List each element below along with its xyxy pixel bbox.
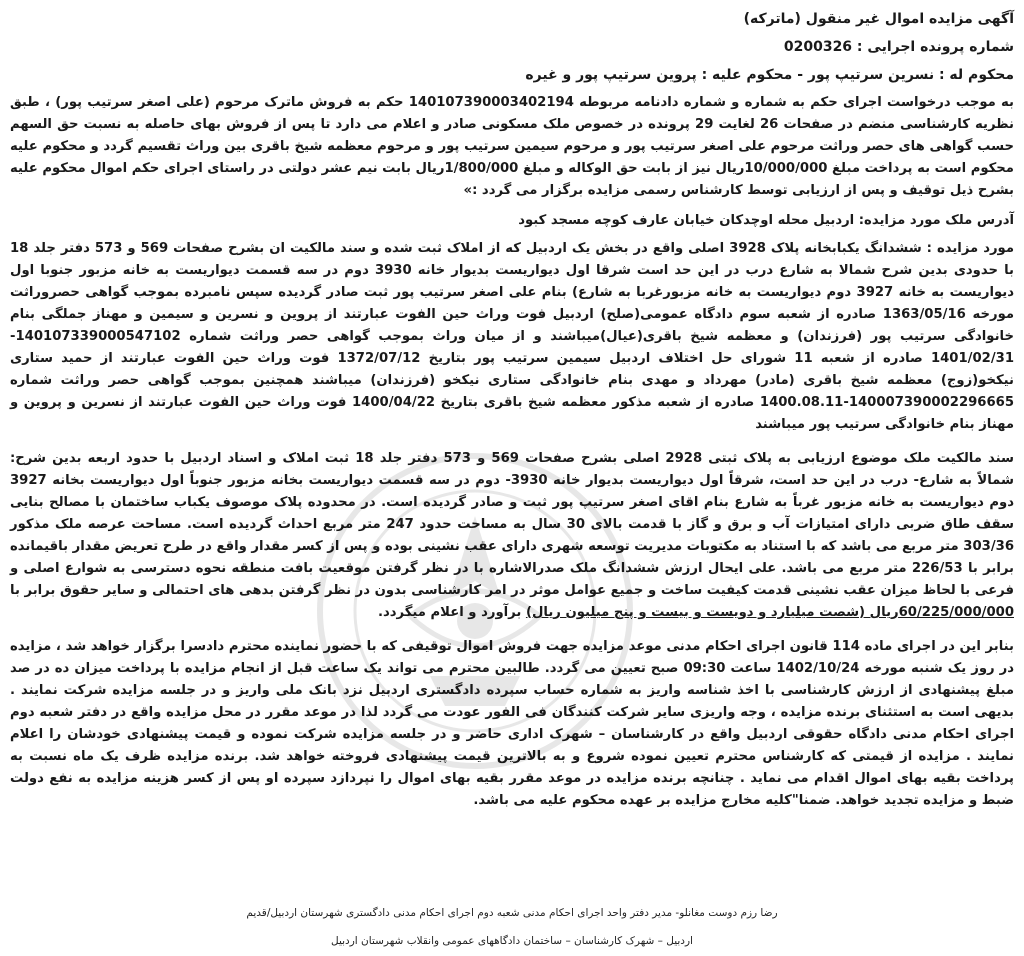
valuation-text: سند مالکیت ملک موضوع ارزیابی به پلاک ثبتی 2928 اصلی بشرح صفحات 569 و 573 دفتر جلد 18 ثبت املاک و اسناد اردبیل با حدود اربعه بدین شرح: شمالاً به شارع- درب در این حد است، شرقاً اول دیواریست بدیوار خانه 3930- دوم در سه قسمت دیواریست بخانه مزبور جنوباً اول دیواریست بخانه 3927 دوم دیواریست به خانه مزبور غرباً به شارع بنام اقای اصغر سرتیپ پور ثبت و صادر گردیده است. در محدوده پلاک موصوف یکباب ساختمان با مصالح بنایی سقف طاق ضربی دارای امتیازات آب و برق و گاز با قدمت بالای 30 سال به مساحت حدود 247 متر مربع احداث گردیده است. مساحت عرصه ملک مذکور 303/36 متر مربع می باشد که با استناد به مکتوبات مدیریت توسعه شهری دارای عقب نشینی بوده و پس از کسر مقدار واقع در طرح تعریض مقدار باقیمانده برابر با 226/53 متر مربع می باشد. علی ایحال ارزش ششدانگ ملک صدرالاشاره با در نظر گرفتن موقعیت بافت منطقه نحوه دسترسی به شوارع اصلی و فرعی با لحاظ میزان عقب نشینی قدمت کیفیت ساخت و جمیع عوامل موثر در امر کارشناسی بدون در نظر گرفتن بدهی های احتمالی و سایر حقوق برابر با [10, 451, 1014, 598]
valuation-paragraph [10, 448, 1014, 624]
parties-line: محکوم له : نسرین سرتیپ پور - محکوم علیه : پروین سرتیپ پور و غیره [525, 67, 1014, 83]
property-address: آدرس ملک مورد مزایده: اردبیل محله اوچدکان خیابان عارف کوچه مسجد کبود [518, 213, 1014, 228]
auction-subject-paragraph: مورد مزایده : ششدانگ یکبابخانه پلاک 3928 اصلی واقع در بخش یک اردبیل که از املاک ثبت شده و سند مالکیت ان بشرح صفحات 569 و 573 دفتر جلد 18 با حدودی بدین شرح شمالا به شارع درب در این حد است شرقا اول دیواریست بدیوار خانه 3930 دوم در سه قسمت دیواریست به خانه مزبور جنوبا اول دیواریست به خانه 3927 دوم دیواریست به خانه مزبورغربا به شارع) بنام علی اصغر سرتیب پور ثبت صادر گردیده سپس نامبرده بموجب گواهی حصروراثت مورخه 1363/05/16 صادره از شعبه سوم دادگاه عمومی(صلح) اردبیل فوت وراث حین الفوت عبارتند از پروین و نسرین و سیمین و مهناز جملگی بنام خانوادگی سرتیب پور (فرزندان) و معظمه شیخ باقری(عیال)میباشند و از میان وراث بموجب گواهی حصر وراثت شماره 140107339000547102-1401/02/31 صادره از شعبه 11 شورای حل اختلاف اردبیل سیمین سرتیب پور بتاریخ 1372/07/12 فوت وراث حین الفوت عبارتند از حمید ستاری نیکخو(زوج) معظمه شیخ باقری (مادر) مهرداد و مهدی بنام خانوادگی ستاری نیکخو (فرزندان) میباشند همچنین بموجب گواهی حصر وراثت شماره 140007390002296665-1400.08.11 صادره از شعبه مذکور معظمه شیخ باقری بتاریخ 1400/04/22 فوت وراث حین الفوت عبارتند از نسرین و پروین و مهناز بنام خانوادگی سرتیب پور میباشند [10, 241, 1015, 432]
auction-notice [10, 6, 1014, 950]
case-number: شماره پرونده اجرایی : 0200326 [783, 39, 1014, 55]
notice-title: آگهی مزایده اموال غیر منقول (ماترکه) [743, 11, 1014, 27]
footer-address: اردبیل – شهرک کارشناسان – ساختمان دادگاههای عمومی وانقلاب شهرستان اردبیل [331, 935, 693, 947]
valuation-amount: 60/225/000/000ریال (شصت میلیارد و دویست و بیست و پنج میلیون ریال) [525, 605, 1014, 620]
footer-signature: رضا رزم دوست مغانلو- مدیر دفتر واحد اجرای احکام مدنی شعبه دوم اجرای احکام مدنی دادگستری شهرستان اردبیل/قدیم [246, 907, 778, 919]
valuation-tail: برآورد و اعلام میگردد. [377, 605, 522, 620]
intro-paragraph: به موجب درخواست اجرای حکم به شماره و شماره دادنامه مربوطه 140107390003402194 حکم به فروش ماترک مرحوم (علی اصغر سرتیب پور) ، طبق نظریه کارشناسی منضم در صفحات 26 لغایت 29 پرونده در خصوص ملک مسکونی صادر و اعلام می دارد تا پس از فروش بهای حاصله به نسبت حق السهم حسب گواهی های حصر وراثت مرحوم علی اصغر سرتیب پور و مرحوم سیمین سرتیب پور و مرحوم معظمه شیخ باقری بین وراث تقسیم گردد و محکوم علیه محکوم است به پرداخت مبلغ 10/000/000ریال نیز از بابت حق الوکاله و مبلغ 1/800/000ریال بابت نیم عشر دولتی در راستای اجرای حکم اموال محکوم علیه بشرح ذیل توقیف و پس از ارزیابی توسط کارشناس رسمی مزایده برگزار می گردد :» [10, 95, 1014, 198]
auction-terms-paragraph: بنابر این در اجرای ماده 114 قانون اجرای احکام مدنی موعد مزایده جهت فروش اموال توقیفی که با حضور نماینده محترم دادسرا برگزار خواهد شد ، مزایده در روز یک شنبه مورخه 1402/10/24 ساعت 09:30 صبح تعیین می گردد. طالبین محترم می تواند یک ساعت قبل از انجام مزایده با پرداخت میزان ده در صد مبلغ پیشنهادی از ارزش کارشناسی با اخذ شناسه واریز به شماره حساب سپرده دادگستری اردبیل نزد بانک ملی واریز و در جلسه مزایده شرکت نمایند . بدیهی است به استثنای برنده مزایده ، وجه واریزی سایر شرکت کنندگان فی الفور عودت می گردد لذا در موعد مقرر در محل مزایده واقع در دفتر شعبه دوم اجرای احکام مدنی دادگاه حقوقی اردبیل واقع در کارشناسان – شهرک اداری حاضر و در جلسه مزایده شرکت نموده و قیمت پیشنهادی خودشان را اعلام نمایند . مزایده از قیمتی که کارشناس محترم تعیین نموده شروع و به بالاترین قیمت پیشنهادی فروخته خواهد شد. برنده مزایده ظرف یک ماه نسبت به پرداخت بقیه بهای اموال اقدام می نماید . چنانچه برنده مزایده در موعد مقرر بقیه بهای اموال را نپردازد سپرده او پس از کسر هزینه مزایده به نفع دولت ضبط و مزایده تجدید خواهد. ضمنا"کلیه مخارج مزایده بر عهده محکوم علیه می باشد. [10, 639, 1014, 808]
